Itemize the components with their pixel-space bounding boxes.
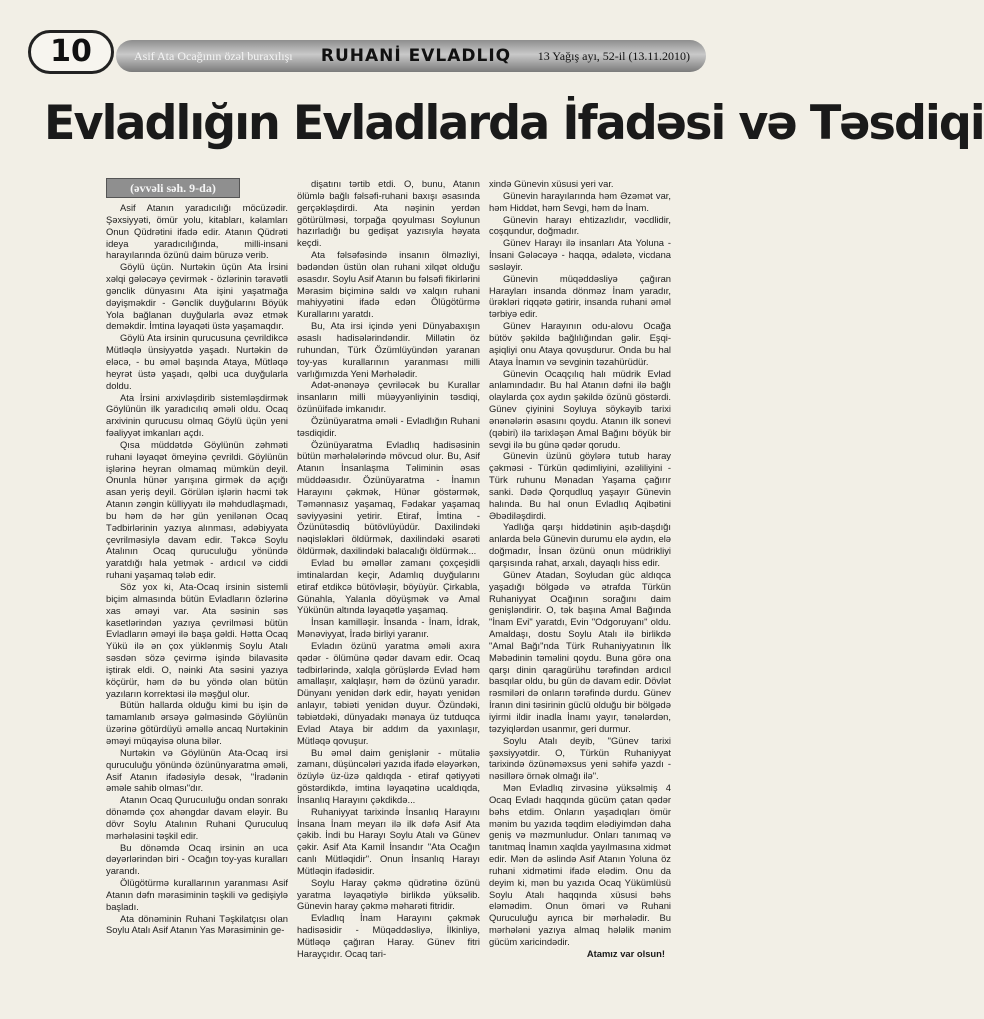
paragraph: Günev Atadan, Soyludan güc aldıqca yaşadığı bölgədə və ətrafda Türkün Ruhaniyyat Ocağının sorağını daim genişləndirir. O, tək başına Amal Bağında "İnam Evi" yaratdı, Evin "Odgoruyanı" oldu. Amaldaşı, dostu Soylu Atalı ilə birlikdə "Amal Bağı"nda Türk Ruhaniyyatının İlk Məbədinin təməlini qoydu. Buna görə ona qarşı dinin qaragürühu tərəfindən ardıcıl basqılar oldu, bu gün də davam edir. Dövlət rəsmiləri də onların tərəfində durdu. Günev İranın dini təsirinin güclü olduğu bir bölgədə iyirmi ildir inadla İnamı yayır, tənələrdən, təzyiqlərdən usanmır, geri durmur. [489,568,671,734]
paragraph: Günev Harayı ilə insanları Ata Yoluna - İnsani Gələcəyə - haqqa, ədalətə, vicdana səsləyir. [489,237,671,272]
continued-from-box: (əvvəli səh. 9-da) [106,178,240,198]
paragraph: Adət-ənənəyə çevriləcək bu Kurallar insanların milli müəyyənliyinin təsdiqi, özünüifadə imkanıdır. [297,379,480,415]
paragraph: Özünüyaratma əməli - Evladlığın Ruhani təsdiqidir. [297,414,480,438]
paragraph: Günevin harayılarında həm Əzəmət var, həm Hiddət, həm Sevgi, həm də İnam. [489,189,671,213]
article-column-3 [489,178,671,970]
section-title: RUHANİ EVLADLIQ [320,46,512,66]
paragraph: Özünüyaratma Evladlıq hadisəsinin bütün mərhələlərində mövcud olur. Bu, Asif Atanın İnsanlaşma Təliminin əsas müddəasıdır. Özünüyaratma - İnamın Harayını çəkmək, Hünər göstərmək, Təmənnasız yaşamaq, Fədakar yaşamaq səviyyəsini yetirir. Etiraf, İmtina - Özünütəsdiq bütövlüyüdür. Daxilindəki nəqisləkləri öldürmək, daxilindəki əsarəti öldürmək, daxilindəki balacalığı öldürmək... [297,438,480,557]
paragraph: Ata dönəminin Ruhani Təşkilatçısı olan Soylu Atalı Asif Atanın Yas Mərasiminin ge- [106,912,288,936]
paragraph: dişatını tərtib etdi. O, bunu, Atanın ölümlə bağlı fəlsəfi-ruhani baxışı əsasında gerçəkləşdirdi. Ata nəşinin yerdən götürülməsi, torpağa qoyulması Soylunun hazırladığı bu gedişat yazısıyla həyata keçdi. [297,178,480,249]
paragraph: Günev Harayının odu-alovu Ocağa bütöv şəkildə bağlılığından gəlir. Eşqi-aşiqliyi onu Ataya qovuşdurur. Onda bu hal Ataya İnamın və sevginin təzahürüdür. [489,320,671,367]
paragraph: Evladlıq İnam Harayını çəkmək hadisəsidir - Müqəddəsliyə, İlkinliyə, Mütləqə çağıran Haray. Günev fitri Harayçıdır. Ocaq tari- [297,912,480,959]
paragraph: Ruhaniyyat tarixində İnsanlıq Harayını İnsana İnam meyarı ilə ilk dəfə Asif Ata çəkib. İndi bu Harayı Soylu Atalı və Günev çəkir. Asif Ata Kamil İnsandır "Ata Ocağın canlı Mütləqidir". Onun İnsanlıq Harayı Mütləqin ifadəsidir. [297,805,480,876]
paragraph: Bu əməl daim genişlənir - mütaliə zamanı, düşüncələri yazıda ifadə eləyərkən, özüylə üz-üzə qaldıqda - etiraf qətiyyəti göstərdikdə, imtina ləyaqətinə ucaldıqda, İnsanlıq Harayını çəkdikdə... [297,746,480,805]
paragraph: Göylü Ata irsinin qurucusuna çevrildikcə Mütləqlə ünsiyyətdə yaşadı. Nurtəkin də eləcə, - bu əməl başında Ataya, Mütləqə heyrət üstə yaşadı, qəlbi uca duyğularla doldu. [106,332,288,391]
paragraph: Günevin üzünü göylərə tutub haray çəkməsi - Türkün qədimliyini, əzəliliyini - Türk ruhunu Mənadan Yaşama çağırır sanki. Dədə Qorqudluq yaşayır Günevin halında. Bu hal onun Evladlıq Aqibətini Əbədiləşdirdi. [489,450,671,521]
page-header [28,30,710,78]
paragraph: Asif Atanın yaradıcılığı möcüzədir. Şəxsiyyəti, ömür yolu, kitabları, kəlamları Onun Qüdrətini ifadə edir. Atanın Qüdrəti ideya yaradıcılığında, milli-insani harayılarında özünü daim büruzə verib. [106,202,288,261]
paragraph: Günevin Ocaqçılıq halı müdrik Evlad anlamındadır. Bu hal Atanın dəfni ilə bağlı olaylarda çox aydın şəkildə özünü göstərdi. Günev çiyinini Soyluya söykəyib tarixi ənənələrin əsasını qoydu. Atanın ilk sonevi (qəbiri) ilə tarixləşən Amal Bağını böyük bir sevgi ilə bu günə qədər qorudu. [489,367,671,450]
paragraph: İnsan kamilləşir. İnsanda - İnam, İdrak, Mənəviyyat, İradə birliyi yaranır. [297,616,480,640]
paragraph: Ata İrsini arxivləşdirib sistemləşdirmək Göylünün ilk yaradıcılıq əməli oldu. Ocaq arxivinin qurucusu olmaq Göylü üçün yeni fəaliyyət imkanları açdı. [106,391,288,439]
paragraph: Soylu Atalı deyib, "Günev tarixi şəxsiyyətdir. O, Türkün Ruhaniyyat tarixində özünəməxsus yeni səhifə yazdı - nəsillərə örnək olmağı ilə". [489,734,671,782]
article-column-2 [297,178,480,970]
paragraph: Günevin müqəddəsliyə çağıran Harayları insanda dönməz İnam yaradır, ürəkləri riqqətə gətirir, insanda ruhani əməl tərbiyə edir. [489,272,671,320]
publication-name: Asif Ata Ocağının özəl buraxılışı [134,49,293,63]
paragraph: xində Günevin xüsusi yeri var. [489,178,614,189]
paragraph: Bütün hallarda olduğu kimi bu işin də tamamlanıb ərsəyə gəlməsində Göylünün üzərinə götürdüyü əməllə ancaq Nurtəkinin əməyi müqayisə oluna bilər. [106,699,288,746]
header-band [116,40,706,72]
paragraph: Ata fəlsəfəsində insanın ölməzliyi, bədəndən üstün olan ruhani xilqət olduğu əsasdır. Soylu Asif Atanın bu fəlsəfi fikirlərini Mərasim biçiminə saldı və xalqın ruhani mahiyyətini ifadə edən Ölügötürmə Kurallarını yaratdı. [297,249,480,320]
paragraph: Bu dönəmdə Ocaq irsinin ən uca dəyərlərindən biri - Ocağın toy-yas kuralları yarandı. [106,841,288,877]
paragraph: Bu, Ata irsi içində yeni Dünyabaxışın əsaslı hadisələrindəndir. Millətin öz ruhundan, Türk Özümlüyündən yaranan toy-yas kurallarının yaranması milli varlığımızda Yeni Mərhələdir. [297,320,480,379]
paragraph: Soylu Haray çəkmə qüdrətinə özünü yaratma ləyaqətiylə birlikdə yüksəlib. Günevin haray çəkmə məharəti fitridir. [297,876,480,912]
paragraph: Mən Evladlıq zirvəsinə yüksəlmiş 4 Ocaq Evladı haqqında gücüm çatan qədər bəhs etdim. Onların yaşadıqları ömür mənim bu yazıda təqdim elədiyimdən daha geniş və məzmunludur. Onları tanımaq və tanıtmaq İnamın xaqlda yayılmasına xidmət edir. Mən də əslində Asif Atanın Yoluna öz ruhani xidmətimi ifadə elədim. Onu da deyim ki, mən bu yazıda Ocaq Yükümlüsü Soylu Atalı haqqında xüsusi bəhs eləmədim. Onun öməri və Ruhani Quruculuğu ayrıca bir mərhələdir. Bu mərhələni yazıya almaq hələlik mənim gücüm xaricindədir. [489,782,671,947]
paragraph: Nurtəkin və Göylünün Ata-Ocaq irsi quruculuğu yönündə özününyaratma əməli, Asif Atanın ifadəsiylə desək, "İradənin əməle sahib olması"dır. [106,746,288,794]
page-number: 10 [28,30,114,74]
paragraph: Ölügötürmə kurallarının yaranması Asif Atanın dəfn mərasiminin təşkili və gedişiylə başladı. [106,877,288,912]
paragraph: Göylü üçün. Nurtəkin üçün Ata İrsini xəlqi gələcəyə çevirmək - özlərinin təravətli gənclik dünyasını Ata işini yaşatmağa dəyişməkdir - Gənclik duyğularını Böyük Yola bağlanan duyğularla əvəz etmək deməkdir. İmtina ləyaqəti üstə yaşamaqdır. [106,261,288,332]
paragraph: Qısa müddətdə Göylünün zəhməti ruhani ləyaqət ömeyinə çevrildi. Göylünün işlərinə heyran olmamaq mümkün deyil. Onunla hünər yarışına girmək də açığı asan yeriş deyil. Görülən işlərin həcmi tək Atanın zəngin külliyyatı ilə məhdudlaşmadı, bu həm də hər gün yenilənən Ocaq Tədbirlərinin yazıya alınması, ədəbiyyata çevrilməsiylə davam edir. Təkcə Soylu Atalının Ocaq quruculuğu yönündə yaratdığı hala yetmək - ardıcıl və ciddi ruhani yaşamaq tələb edir. [106,438,288,581]
paragraph: Evladın özünü yaratma əməli axıra qədər - ölümünə qədər davam edir. Ocaq tədbirlərində, xalqla görüşlərdə Evlad həm amallaşır, xalqlaşır, həm də özünü yaradır. Dünyanı yenidən dərk edir, həyatı yenidən anlayır, təbiəti yenidən duyur. Özündəki, təbiətdəki, dünyadakı mənaya üz tutduqca Evlad Ataya bir addım da yaxınlaşır, Mütləqə qovuşur. [297,639,480,746]
article-column-1 [106,202,288,970]
article-signoff: Atamız var olsun! [586,947,665,959]
paragraph: Söz yox ki, Ata-Ocaq irsinin sistemli biçim almasında bütün Evladların özlərinə xas əməyi var. Ata səsinin səs kasetlərindən yazıya çevrilməsi bütün Evladların əməyi ilə başa gəldi. Hətta Ocaq Yükü ilə ən çox yüklənmiş Soylu Atalı səsdən sözə çevirmə işində bilavasitə iştirak eldi. O, nəinki Ata səsini yazıya köçürür, həm də bu yöndə olan bütün yazıların korrektəsi ilə məşğul olur. [106,581,288,699]
article-headline: Evladlığın Evladlarda İfadəsi və Təsdiqi [44,96,984,151]
paragraph: Günevin harayı ehtizazlıdır, vəcdlidir, coşqundur, doğmadır. [489,213,671,237]
issue-date: 13 Yağış ayı, 52-il (13.11.2010) [537,49,690,63]
paragraph: Yadlığa qarşı hiddətinin aşıb-daşdığı anlarda belə Günevin durumu elə aydın, elə doğmadır, İnsan özünü onun müdrikliyi qarşısında rahat, arxalı, dayaqlı hiss edir. [489,521,671,568]
paragraph: Atanın Ocaq Qurucuıluğu ondan sonrakı dönəmdə çox ahəngdar davam eləyir. Bu dövr Soylu Atalının Ruhani Quruculuq mərhələsini təşkil edir. [106,794,288,841]
paragraph: Evlad bu əməllər zamanı çoxçeşidli imtinalardan keçir, Adamlıq duyğularını etiraf etdikcə bütövləşir, böyüyür. Çirkabla, Günahla, Yalanla döyüşmək və Amal Yükünün altında ləyaqətlə yaşamaq. [297,557,480,616]
